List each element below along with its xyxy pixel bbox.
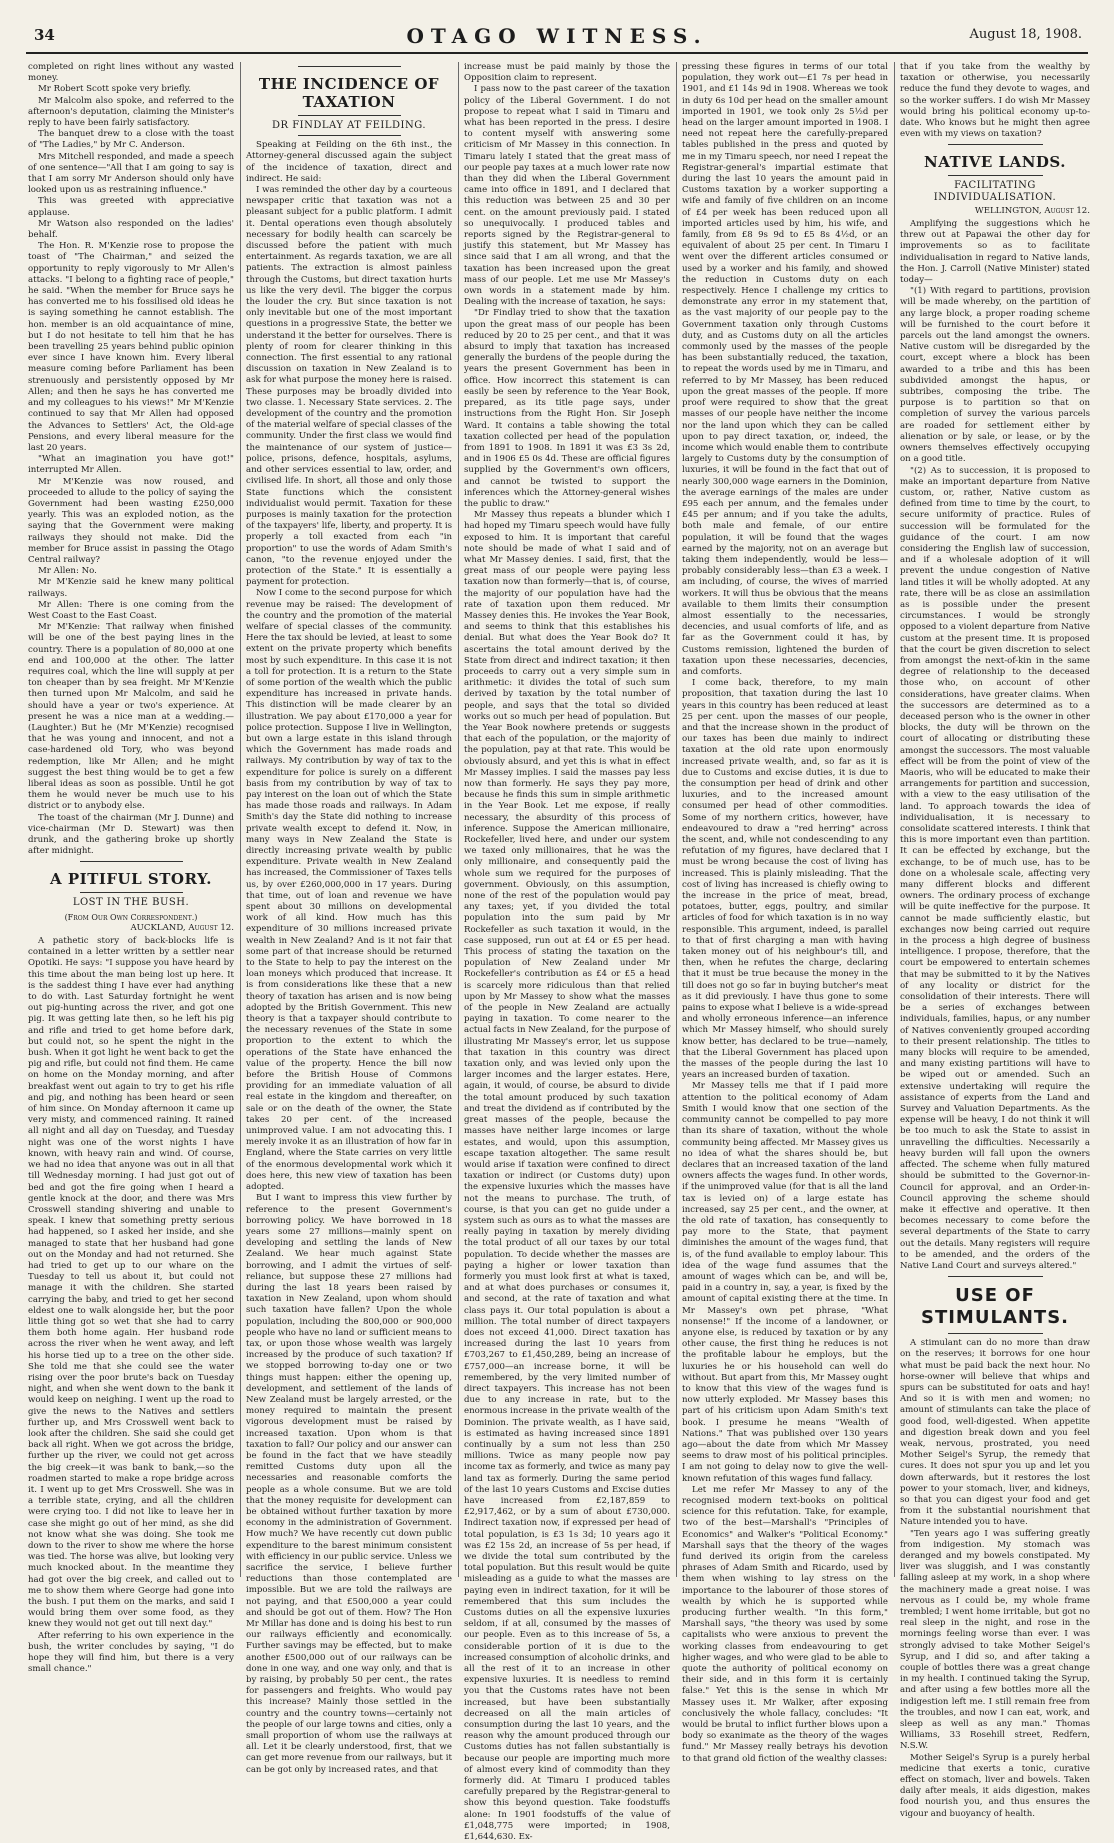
issue-date: August 18, 1908.: [969, 27, 1082, 42]
article-text: Mr Allen: There is one coming from the West Coast to the East Coast.: [28, 599, 234, 621]
article-text: Mr M'Kenzie said he knew many political railways.: [28, 577, 234, 599]
masthead: [26, 22, 1088, 54]
article-text: Amplifying the suggestions which he threw out at Papawai the other day for improvements so as to facilitate individualisation in regard to Native lands, the Hon. J. Carroll (Native Minister) stated today—: [900, 219, 1090, 286]
article-text: completed on right lines without any wasted money.: [28, 62, 234, 84]
divider: [298, 115, 401, 116]
article-text: "(1) With regard to partitions, provision will be made whereby, on the partition of any large block, a proper roading scheme will be furnished to the court before it parcels out the land amongst the owners. Native custom will be disregarded by the court, except where a block has been awarded to a tribe and this has been subdivided amongst the hapus, or subtribes, composing the tribe. The purpose is to partition so that on completion of survey the various parcels are roaded for settlement either by alienation or by sale, or lease, or by the owners themselves effectively occupying on a good title.: [900, 286, 1090, 465]
column-4: [682, 62, 888, 1764]
article-text: I was reminded the other day by a courteous newspaper critic that taxation was not a pleasant subject for a public platform. I admit it. Dental operations even though absolutely necessary for bodily health can scarcely be discussed before the patient with much entertainment. As regards taxation, we are all patients. The extraction is almost painless through the Customs, but direct taxation hurts us like the very devil. The bigger the corpus the louder the cry. But since taxation is not only inevitable but one of the most important questions in a progressive State, the better we understand it the better for ourselves. There is plenty of room for clearer thinking in this connection. The first essential to any rational discussion on taxation in New Zealand is to ask for what purpose the money here is raised. These purposes may be broadly divided into two classe. 1. Necessary State services. 2. The development of the country and the promotion of the material welfare of special classes of the community. Under the first class we would find the maintenance of our system of justice—police, prisons, defence, hospitals, asylums, and other services essential to law, order, and civilised life. In short, all those and only those State functions which the consistent individualist would permit. Taxation for these purposes is mainly taxation for the protection of the taxpayers' life, liberty, and property. It is properly a toll exacted from each "in proportion" to use the words of Adam Smith's canon, "to the revenue enjoyed under the protection of the State." It is essentially a payment for protection.: [246, 185, 452, 588]
article-text: pressing these figures in terms of our total population, they work out—£1 7s per head in 1901, and £1 14s 9d in 1908. Whereas we took in duty 6s 10d per head on the smaller amount imported in 1901, we took only 2s 5½d per head on the larger amount imported in 1908. I need not repeat here the carefully-prepared tables published in the press and quoted by me in my Timaru speech, nor need I repeat the Registrar-general's impartial estimate that during the last 10 years the amount paid in Customs taxation by a worker supporting a wife and family of five children on an income of £4 per week has been reduced upon all imported articles used by him, his wife, and family, from £8 9s 9d to £5 8s 4½d, or an equivalent of about 25 per cent. In Timaru I went over the different articles consumed or used by a worker and his family, and showed the reduction in Customs duty on each respectively. Hence I challenge my critics to demonstrate any error in my statement that, as the vast majority of our people pay to the Government taxation only through Customs duty, and as Customs duty on all the articles commonly used by the masses of the people has been substantially reduced, the taxation, to repeat the words used by me in Timaru, and referred to by Mr Massey, has been reduced upon the great masses of the people. If more proof were required to show that the great masses of our people have neither the income nor the land upon which they can be called upon to pay direct taxation, or, indeed, the income which would enable them to contribute largely to Customs duty by the consumption of luxuries, it will be found in the fact that out of nearly 300,000 wage earners in the Dominion, the average earnings of the males are under £95 each per annum, and the females under £45 per annum; and if you take the adults, both male and female, of our entire population, it will be found that the wages earned by the majority, not on an average but taking them independently, would be less—probably considerably less—than £3 a week. I am including, of course, the wives of married workers. It will thus be obvious that the means available to them limits their consumption almost essentially to the necessaries, decencies, and usual comforts of life, and as far as the Government could it has, by Customs remission, lightened the burden of taxation upon these necessaries, decencies, and comforts.: [682, 62, 888, 677]
article-text: But I want to impress this view further by reference to the present Government's borrowing policy. We have borrowed in 18 years some 27 millions—mainly spent on developing and settling the lands of New Zealand. We hear much against State borrowing, and I admit the virtues of self-reliance, but suppose these 27 millions had during the last 18 years been raised by taxation in New Zealand, upon whom should such taxation have fallen? Upon the whole population, including the 800,000 or 900,000 people who have no land or sufficient means to tax, or upon those whose wealth was largely increased by the produce of such taxation? If we stopped borrowing to-day one or two things must happen: either the opening up, development, and settlement of the lands of New Zealand must be largely arrested, or the money required to maintain the present vigorous development must be raised by increased taxation. Upon whom is that taxation to fall? Our policy and our answer can be found in the fact that we have steadily remitted Customs duty upon all the necessaries and reasonable comforts the people as a whole consume. But we are told that the money requisite for development can be obtained without further taxation by more economy in the administration of Government. How much? We have recently cut down public expenditure to the barest minimum consistent with efficiency in our public service. Unless we sacrifice the service, I believe further reductions than those contemplated are impossible. But we are told the railways are not paying, and that £500,000 a year could and should be got out of them. How? The Hon Mr Millar has done and is doing his best to run our railways efficiently and economically. Further savings may be effected, but to make another £500,000 out of our railways can be done in one way, and one way only, and that is by raising, by probably 50 per cent., the rates for passengers and freights. Who would pay this increase? Mainly those settled in the country and the country towns—certainly not the people of our large towns and cities, only a small proportion of whom use the railways at all. Let it be clearly understood, first, that we can get more revenue from our railways, but it can be got only by increased rates, and that: [246, 1193, 452, 1775]
article-text: Mr M'Kenzie was now roused, and proceeded to allude to the policy of saying the Government had been wasting £250,000 yearly. This was an exploded notion, as the saying that the Government were making railways they should not make. Did the member for Bruce assist in passing the Otago Central railway?: [28, 476, 234, 565]
column-3: [464, 62, 670, 1843]
story-subheading: LOST IN THE BUSH.: [72, 897, 190, 909]
article-text: Mr Malcolm also spoke, and referred to the afternoon's deputation, claiming the Minister's reply to have been fairly satisfactory.: [28, 95, 234, 129]
column-rule: [240, 62, 241, 1577]
native-lands-subheading: FACILITATING INDIVIDUALISATION.: [933, 180, 1057, 203]
divider: [298, 135, 401, 136]
advert-text: A stimulant can do no more than draw on the reserves; it borrows for one hour what must be paid back the next hour. No horse-owner will believe that whips and spurs can be substituted for oats and hay! And so it is with men and women; no amount of stimulants can take the place of good food, well-digested. When appetite and digestion break down and you feel weak, nervous, prostrated, you need Mother Seigel's Syrup, the remedy that cures. It does not spur you up and let you down afterwards, but it restores the lost power to your stomach, liver, and kidneys, so that you can digest your food and get from it the substantial nourishment that Nature intended you to have.: [900, 1338, 1090, 1528]
article-text: This was greeted with appreciative applause.: [28, 196, 234, 218]
article-text: that if you take from the wealthy by taxation or otherwise, you necessarily reduce the fund they devote to wages, and so the worker suffers. I do wish Mr Massey would bring his political economy up-to-date. Who knows but he might then agree even with my views on taxation?: [900, 62, 1090, 140]
column-1: [28, 62, 234, 1675]
article-text: increase must be paid mainly by those the Opposition claim to represent.: [464, 62, 670, 84]
story-heading: A PITIFUL STORY.: [50, 870, 212, 889]
article-text: "Dr Findlay tried to show that the taxation upon the great mass of our people has been reduced by 20 to 25 per cent., and that it was absurd to imply that taxation has increased generally the burdens of the people during the years the present Government has been in office. How incorrect this statement is can easily be seen by reference to the Year Book, prepared, as its title page says, under instructions from the Right Hon. Sir Joseph Ward. It contains a table showing the total taxation collected per head of the population from 1891 to 1908. In 1891 it was £3 3s 2d, and in 1906 £5 0s 4d. These are official figures supplied by the Government's own officers, and cannot be twisted to support the inferences which the Attorney-general wishes the public to draw.": [464, 308, 670, 509]
divider: [948, 1276, 1043, 1277]
divider: [298, 66, 401, 67]
article-heading: THE INCIDENCE OF TAXATION: [258, 75, 440, 111]
native-lands-heading: NATIVE LANDS.: [924, 153, 1066, 172]
article-text: Speaking at Feilding on the 6th inst., the Attorney-general discussed again the subject of the incidence of taxation, direct and indirect. He said:: [246, 140, 452, 184]
article-text: Mr M'Kenzie: That railway when finished will be one of the best paying lines in the country. There is a population of 80,000 at one end and 100,000 at the other. The latter requires coal, which the line will supply at per ton cheaper than by sea freight. Mr M'Kenzie then turned upon Mr Malcolm, and said he should have a year or two's experience. At present he was a nice man at a wedding.—(Laughter.) But he (Mr M'Kenzie) recognised that he was young and innocent, and not a case-hardened old Tory, who was beyond redemption, like Mr Allen; and he might suggest the best thing would be to get a few liberal ideas as soon as possible. Until he got them he would never be much use to his district or to anybody else.: [28, 622, 234, 812]
article-text: Let me refer Mr Massey to any of the recognised modern text-books on political science for this refutation. Take, for example, two of the best—Marshall's "Principles of Economics" and Walker's "Political Economy." Marshall says that the theory of the wages fund derived its origin from the careless phrases of Adam Smith and Ricardo, used by them when wishing to lay stress on the importance to the labourer of those stores of wealth by which he is supported while producing further wealth. "In this form," Marshall says, "the theory was used by some capitalists who were anxious to prevent the working classes from endeavouring to get higher wages, and who were glad to be able to quote the authority of political economy on their side, and in this form it is certainly false." Yet this is the sense in which Mr Massey uses it. Mr Walker, after exposing conclusively the whole fallacy, concludes: "It would be brutal to inflict further blows upon a body so exanimate as the theory of the wages fund." Mr Massey really betrays his devotion to that grand old fiction of the wealthy classes:: [682, 1484, 888, 1764]
article-text: Mr Watson also responded on the ladies' behalf.: [28, 218, 234, 241]
newspaper-title: OTAGO WITNESS.: [406, 24, 708, 48]
divider: [948, 1333, 1043, 1334]
article-text: Now I come to the second purpose for which revenue may be raised: The development of the country and the promotion of the material welfare of special classes of the community. Here the tax should be levied, at least to some extent on the private property which benefits most by such expenditure. In this case it is not a toll for protection. It is a return to the State of some portion of the wealth which the public expenditure has increased in private hands. This distinction will be made clearer by an illustration. We pay about £170,000 a year for police protection. Suppose I live in Wellington, but own a large estate in this island through which the Government has made roads and railways. My contribution by way of tax to the expenditure for police is surely on a different basis from my contribution by way of tax to pay interest on the loan out of which the State has made those roads and railways. In Adam Smith's day the State did nothing to increase private wealth except to defend it. Now, in many ways in New Zealand the State is directly increasing private wealth by public expenditure. Private wealth in New Zealand has increased, the Commissioner of Taxes tells us, by over £260,000,000 in 17 years. During that time, out of loan and revenue we have spent about 30 millions on developmental work of all kind. How much has this expenditure of 30 millions increased private wealth in New Zealand? And is it not fair that some part of that increase should be returned to the State to help to pay the interest on the loan moneys which produced that increase. It is from considerations like these that a new theory of taxation has arisen and is now being adopted by the British Government. This new theory is that a taxpayer should contribute to the necessary revenues of the State in some proportion to the extent to which the operations of the State have enhanced the value of the property. Hence the bill now before the British House of Commons providing for an immediate valuation of all real estate in the kingdom and thereafter, on sale or on the death of the owner, the State takes 20 per cent. of the increased unimproved value. I am not advocating this. I merely invoke it as an illustration of how far in England, where the State carries on very little of the enormous developmental work which it does here, this new view of taxation has been adopted.: [246, 588, 452, 1193]
column-rule: [458, 62, 459, 1577]
divider: [948, 175, 1043, 176]
native-lands-dateline: WELLINGTON, August 12.: [974, 205, 1090, 216]
column-2: [246, 62, 452, 1775]
column-5: [900, 62, 1090, 1819]
stimulants-heading: USE OF STIMULANTS.: [920, 1285, 1069, 1329]
article-text: "What an imagination you have got!" interrupted Mr Allen.: [28, 454, 234, 476]
article-text: After referring to his own experience in the bush, the writer concludes by saying, "I do hope they will find him, but there is a very small chance.": [28, 1630, 234, 1675]
article-text: Mr Robert Scott spoke very briefly.: [38, 84, 192, 95]
article-subheading: DR FINDLAY AT FEILDING.: [272, 120, 426, 131]
advert-text: Mother Seigel's Syrup is a purely herbal medicine that exerts a tonic, curative effect on stomach, liver and bowels. Taken daily after meals, it aids digestion, makes food nourish you, and thus ensures the vigour and buoyancy of health.: [900, 1752, 1090, 1819]
divider: [80, 892, 183, 893]
column-rule: [894, 62, 895, 1577]
column-rule: [676, 62, 677, 1577]
story-dateline: AUCKLAND, August 12.: [130, 922, 234, 933]
article-text: Mr Massey thus repeats a blunder which I had hoped my Timaru speech would have fully exposed to him. It is important that careful note should be made of what I said and of what Mr Massey denies. I said, first, that the great mass of our people were paying less taxation now than formerly—that is, of course, the majority of our population have had the rate of taxation upon them reduced. Mr Massey denies this. He invokes the Year Book, and seems to think that this establishes his denial. But what does the Year Book do? It ascertains the total amount derived by the State from direct and indirect taxation; it then proceeds to carry out a very simple sum in arithmetic: it divides the total of such sum derived by taxation by the total number of people, and says that the total so divided works out so much per head of population. But the Year Book nowhere pretends or suggests that each of the population, or the majority of the population, pay at that rate. This would be obviously absurd, and yet this is what in effect Mr Massey implies. I said the masses pay less now than formerly. He says they pay more, because he finds this sum in simple arithmetic in the Year Book. Let me expose, if really necessary, the absurdity of this process of inference. Suppose the American millionaire, Rockefeller, lived here, and under our system we taxed only millionaires, that he was the only millionaire, and consequently paid the whole sum we required for the purposes of government. Obviously, on this assumption, none of the rest of the population would pay any taxes; yet, if you divided the total population into the sum paid by Mr Rockefeller as such taxation it would, in the case supposed, run out at £4 or £5 per head. This process of stating the taxation on the population of New Zealand under Mr Rockefeller's contribution as £4 or £5 a head is scarcely more ridiculous than that relied upon by Mr Massey to show what the masses of the people in New Zealand are actually paying in taxation. To come nearer to the actual facts in New Zealand, for the purpose of illustrating Mr Massey's error, let us suppose that taxation in this country was direct taxation only, and was levied only upon the larger incomes and the larger estates. Here, again, it would, of course, be absurd to divide the total amount produced by such taxation and treat the dividend as if contributed by the great masses of the people, because the masses have neither large incomes or large estates, and would, upon this assumption, escape taxation altogether. The same result would arise if taxation were confined to direct taxation or indirect (or Customs duty) upon the expensive luxuries which the masses have not the means to purchase. The truth, of course, is that you can get no guide under a system such as ours as to what the masses are really paying in taxation by merely dividing the total product of all our taxes by our total population. To decide whether the masses are paying a higher or lower taxation than formerly you must look first at what is taxed, and at what does purchases or consumes it, and second, at the rate of taxation and what class pays it. Our total population is about a million. The total number of direct taxpayers does not exceed 41,000. Direct taxation has increased during the last 10 years from £703,267 to £1,450,289, being an increase of £757,000—an increase borne, it will be remembered, by the very limited number of direct taxpayers. This increase has not been due to any increase in rate, but to the enormous increase in the private wealth of the Dominion. The private wealth, as I have said, is estimated as having increased since 1891 continually by a sum not less than 250 millions. Twice as many people now pay income tax as formerly, and twice as many pay land tax as formerly. During the same period of the last 10 years Customs and Excise duties have increased from £2,187,859 to £2,917,462, or by a sum of about £730,000. Indirect taxation now, if expressed per head of total population, is £3 1s 3d; 10 years ago it was £2 15s 2d, an increase of 5s per head, if we divide the total sum contributed by the total population. But this result would be quite misleading as a guide to what the masses are paying even in indirect taxation, for it will be remembered that this sum includes the Customs duties on all the expensive luxuries seldom, if at all, consumed by the masses of our people. Even as to this increase of 5s, a considerable portion of it is due to the increased consumption of alcoholic drinks, and all the rest of it to an increase in other expensive luxuries. It is needless to remind you that the Customs rates have not been increased, but have been substantially decreased on all the main articles of consumption during the last 10 years, and the reason why the amount produced through our Customs duties has not fallen substantially is because our people are importing much more of almost every kind of commodity than they formerly did. At Timaru I produced tables carefully prepared by the Registrar-general to show this beyond question. Take foodstuffs alone: In 1901 foodstuffs of the value of £1,048,775 were imported; in 1908, £1,644,630. Ex-: [464, 510, 670, 1843]
divider: [80, 861, 183, 862]
article-text: Mr Massey tells me that if I paid more attention to the political economy of Adam Smith I would know that one section of the community cannot be compelled to pay more than its share of taxation, without the whole community being affected. Mr Massey gives us no idea of what the shares should be, but declares that an increased taxation of the land owners affects the wages fund. In other words, if the unimproved value (for that is all the land tax is levied on) of a large estate has increased, say 25 per cent., and the owner, at the old rate of taxation, has consequently to pay more to the State, that payment diminishes the amount of the wages fund, that is, of the fund available to employ labour. This idea of the wage fund assumes that the amount of wages which can be, and will be, paid in a country in, say, a year, is fixed by the amount of capital existing there at the time. In Mr Massey's own pet phrase, "What nonsense!" If the income of a landowner, or anyone else, is reduced by taxation or by any other cause, the first thing he reduces is not the profitable labour he employs, but the luxuries he or his household can well do without. But apart from this, Mr Massey ought to know that this view of the wages fund is now utterly exploded. Mr Massey bases this part of his criticism upon Adam Smith's text book. I presume he means "Wealth of Nations." That was published over 130 years ago—about the date from which Mr Massey seems to draw most of his political principles. I am not going to delay now to give the well-known refutation of this wages fund fallacy.: [682, 1081, 888, 1484]
divider: [948, 144, 1043, 145]
page-number: 34: [34, 26, 55, 44]
article-text: I pass now to the past career of the taxation policy of the Liberal Government. I do not propose to repeat what I said in Timaru and what has been reported in the press. I desire to content myself with answering some criticism of Mr Massey in this connection. In Timaru lately I stated that the great mass of our people pay taxes at a much lower rate now than they did when the Liberal Government came into office in 1891, and I declared that this reduction was between 25 and 30 per cent. on the amount previously paid. I stated so unequivocally. I produced tables and reports signed by the Registrar-general to justify this statement, but Mr Massey has since said that I am all wrong, and that the taxation has been increased upon the great mass of our people. Let me use Mr Massey's own words in a statement made by him. Dealing with the increase of taxation, he says:: [464, 84, 670, 308]
article-text: The Hon. R. M'Kenzie rose to propose the toast of "The Chairman," and seized the opportunity to reply vigorously to Mr Allen's attacks. "I belong to a fighting race of people," he said. "When the member for Bruce says he has converted me to his fossilised old ideas he is saying something he cannot establish. The hon. member is an old acquaintance of mine, but I do not hesitate to tell him that he has been travelling 25 years behind public opinion ever since I have known him. Every liberal measure coming before Parliament has been strenuously and persistently opposed by Mr Allen; and then he says he has converted me and my colleagues to his views!" Mr M'Kenzie continued to say that Mr Allen had opposed the Advances to Settlers' Act, the Old-age Pensions, and every liberal measure for the last 20 years.: [28, 241, 234, 453]
article-text: Mr Allen: No.: [38, 566, 97, 577]
story-byline: (From Our Own Correspondent.): [64, 912, 198, 922]
advert-text: "Ten years ago I was suffering greatly from indigestion. My stomach was deranged and my bowels constipated. My liver was sluggish, and I was constantly falling asleep at my work, in a shop where the machinery made a great noise. I was nervous as I could be, my whole frame trembled; I went home irritable, but got no real sleep in the night, and rose in the mornings feeling worse than ever. I was strongly advised to take Mother Seigel's Syrup, and I did so, and after taking a couple of bottles there was a great change in my health. I continued taking the Syrup, and after using a few bottles more all the indigestion left me. I still remain free from the troubles, and now I can eat, work, and sleep as well as any man." Thomas Williams, 33 Rosehill street, Redfern, N.S.W.: [900, 1528, 1090, 1752]
article-text: I come back, therefore, to my main proposition, that taxation during the last 10 years in this country has been reduced at least 25 per cent. upon the masses of our people, and that the increase shown in the product of our taxes has been due mainly to indirect taxation at the old rate upon enormously increased private wealth, and, so far as it is due to Customs and excise duties, it is due to the consumption per head of drink and other luxuries, and to the increased amount consumed per head of other commodities. Some of my northern critics, however, have endeavoured to draw a "red herring" across the scent, and, while not condescending to any refutation of my figures, have declared that I must be wrong because the cost of living has increased. This is plainly misleading. That the cost of living has increased is chiefly owing to the increase in the price of meat, bread, potatoes, butter, eggs, poultry, and similar articles of food for which taxation is in no way responsible. This argument, indeed, is parallel to that of first charging a man with having taken money out of his neighbour's till, and then, when he refutes the charge, declaring that it must be true because the money in the till does not go so far in buying butcher's meat as it did previously. I have thus gone to some pains to expose what I believe is a wide-spread and wholly erroneous inference—an inference which Mr Massey himself, who should surely know better, has declared to be true—namely, that the Liberal Government has placed upon the masses of the people during the last 10 years an increased burden of taxation.: [682, 678, 888, 1081]
article-text: The banquet drew to a close with the toast of "The Ladies," by Mr C. Anderson.: [28, 129, 234, 151]
article-text: Mrs Mitchell responded, and made a speech of one sentence—"All that I am going to say is that I am sorry Mr Anderson should only have looked upon us as restraining influence.": [28, 151, 234, 196]
article-text: "(2) As to succession, it is proposed to make an important departure from Native custom, or, rather, Native custom as defined from time to time by the court, to secure uniformity of practice. Rules of succession will be formulated for the guidance of the court. I am now considering the English law of succession, and if a wholesale adoption of it will prevent the undue congestion of Native land titles it will be wholly adopted. At any rate, there will be as close an assimilation as is possible under the present circumstances. I would be strongly opposed to a violent departure from Native custom at the present time. It is proposed that the court be given discretion to select from amongst the next-of-kin in the same degree of relationship to the deceased those who, on account of other considerations, have greater claims. When the successors are determined as to a deceased person who is the owner in other blocks, the duty will be thrown on the court of allocating or distributing these amongst the successors. The most valuable effect will be from the point of view of the Maoris, who will be educated to make their arrangements for partition and succession, with a view to the easy utilisation of the land. To approach towards the idea of individualisation, it is necessary to consolidate scattered interests. I think that this is more important even than partition. It can be effected by exchange, but the exchange, to be of much use, has to be done on a wholesale scale, affecting very many different blocks and different owners. The ordinary process of exchange will be quite ineffective for the purpose. It cannot be made sufficiently elastic, but exchanges now being carried out require in the process a high degree of business intelligence. I propose, therefore, that the court be empowered to entertain schemes that may be submitted to it by the Natives of any locality or district for the consolidation of their interests. There will be a series of exchanges between individuals, families, hapus, or any number of Natives conveniently grouped according to their present relationship. The titles to many blocks will require to be amended, and many existing partitions will have to be wiped out or amended. Such an extensive undertaking will require the assistance of experts from the Land and Survey and Valuation Departments. As the expense will be heavy, I do not think it will be too much to ask the State to assist in unravelling the difficulties. Necessarily a heavy burden will fall upon the owners affected. The scheme when fully matured should be submitted to the Governor-in-Council for approval, and an Order-in-Council approving the scheme should make it effective and operative. It then becomes necessary to come before the several departments of the State to carry out the details. Many registers will require to be amended, and the orders of the Native Land Court and surveys altered.": [900, 465, 1090, 1271]
article-text: A pathetic story of back-blocks life is contained in a letter written by a settler near Opotiki. He says: "I suppose you have heard by this time about the man being lost up here. It is the saddest thing I have ever had anything to do with. Last Saturday fortnight he went out pig-hunting across the river, and got one pig. It was getting late then, so he left his pig and rifle and tried to get home before dark, but could not, so he spent the night in the bush. When it got light he went back to get the pig and rifle, but could not find them. He came on home on the Monday morning, and after breakfast went out again to try to get his rifle and pig, and nothing has been heard or seen of him since. On Monday afternoon it came up very misty, and commenced raining. It rained all night and all day on Tuesday, and Tuesday night was one of the worst nights I have known, with heavy rain and wind. Of course, we had no idea that anyone was out in all that till Wednesday morning. I had just got out of bed and got the fire going when I heard a gentle knock at the door, and there was Mrs Crosswell standing shivering and unable to speak. I knew that something pretty serious had happened, so I asked her inside, and she managed to state that her husband had gone out on the Monday and had not returned. She had tried to get up to our whare on the Tuesday to tell us about it, but could not manage it with the children. She started carrying the baby, and tried to get her second eldest one to walk alongside her, but the poor little thing got so wet that she had to carry them both home again. Her husband rode across the river when he went away, and left his horse tied up to a tree on the other side. She told me that she could see the water rising over the poor brute's back on Tuesday night, and when she went down to the bank it would keep on neighing. I went up the road to give the news to the Natives and settlers further up, and Mrs Crosswell went back to look after the children. She said she could get back all right. When we got across the bridge, further up the river, we could not get across the big creek—it was bank to bank,—so the roadmen started to make a rope bridge across it. I went up to get Mrs Crosswell. She was in a terrible state, crying, and all the children were crying too. I did not like to leave her in case she might go out of her mind, as she did not know what she was doing. She took me down to the river to show me where the horse was tied. The horse was alive, but looking very much knocked about. In the meantime they had got over the big creek, and called out to me to show them where George had gone into the bush. I put them on the marks, and said I would bring them over some food, as they knew they would not get out till next day.": [28, 936, 234, 1630]
article-text: The toast of the chairman (Mr J. Dunne) and vice-chairman (Mr D. Stewart) was then drunk, and the gathering broke up shortly after midnight.: [28, 812, 234, 857]
